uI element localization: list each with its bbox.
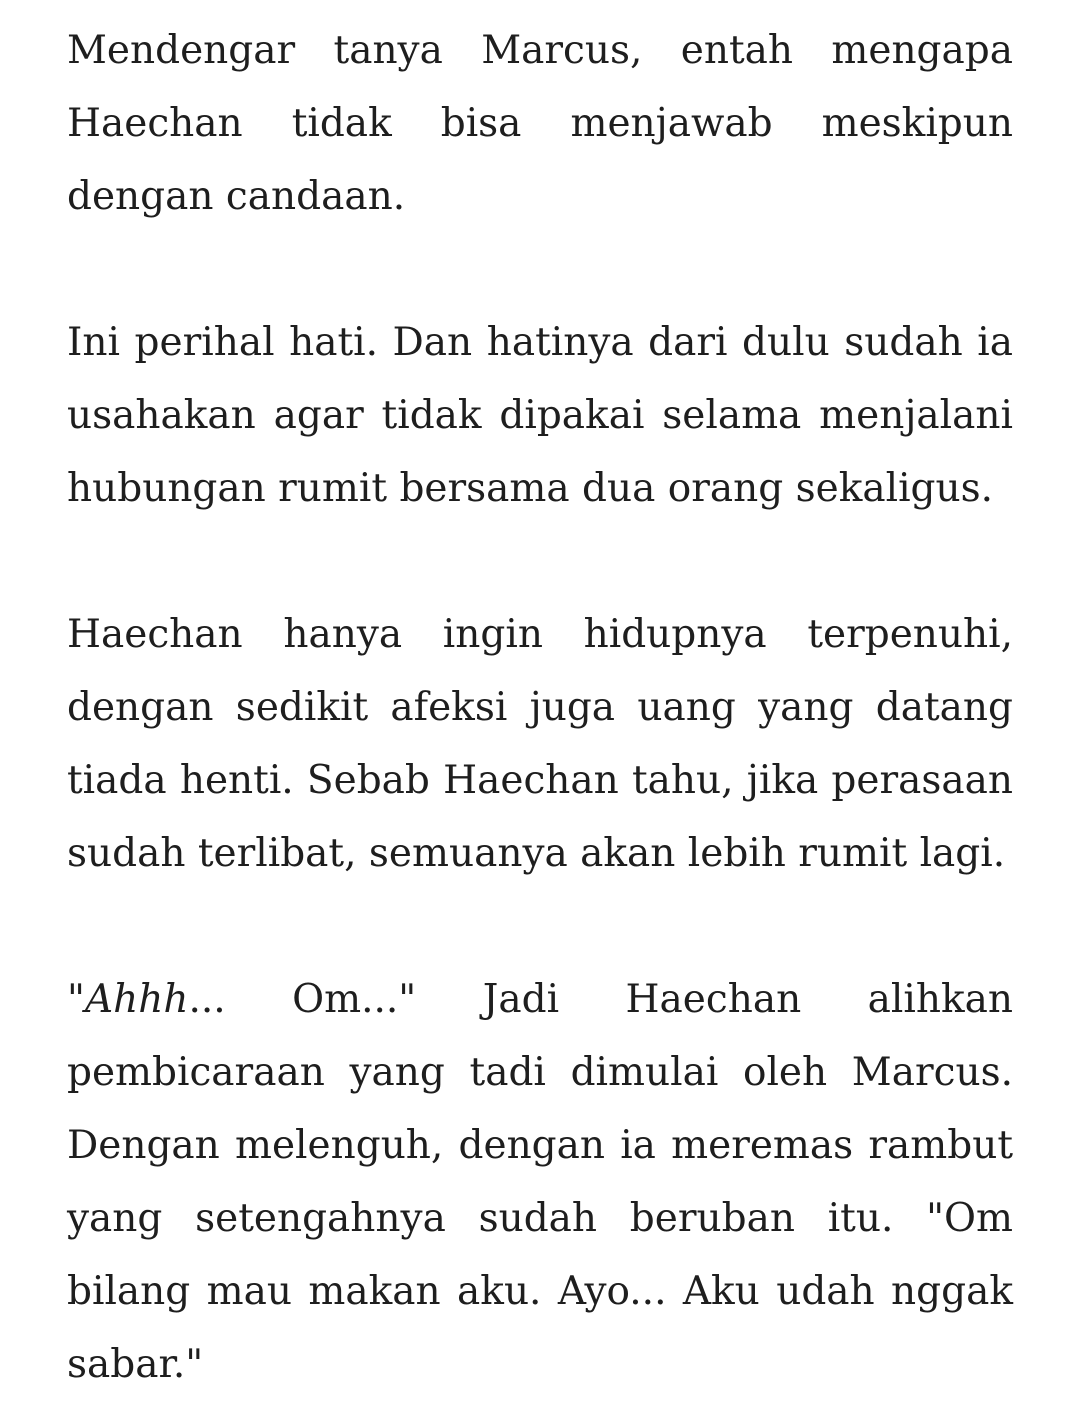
paragraph-3: Haechan hanya ingin hidupnya terpenuhi, dengan sedikit afeksi juga uang yang datang tiada henti. Sebab Haechan tahu, jika perasaan sudah terlibat, semuanya akan lebih rumit lagi.: [67, 612, 1013, 876]
opening-quote: ": [67, 977, 85, 1022]
paragraph-2: Ini perihal hati. Dan hatinya dari dulu sudah ia usahakan agar tidak dipakai selama menjalani hubungan rumit bersama dua orang sekaligus.: [67, 320, 1013, 511]
paragraph-1: Mendengar tanya Marcus, entah mengapa Haechan tidak bisa menjawab meskipun dengan candaan.: [67, 28, 1013, 219]
dialogue-continuation: ... Om..." Jadi Haechan alihkan pembicaraan yang tadi dimulai oleh Marcus. Dengan melenguh, dengan ia meremas rambut yang setengahnya sudah beruban itu. "Om bilang mau makan aku. Ayo... Aku udah nggak sabar.": [67, 977, 1013, 1387]
italic-exclamation: Ahhh: [84, 977, 189, 1022]
paragraph-4: [67, 963, 1013, 1401]
story-text: [67, 14, 1013, 1401]
